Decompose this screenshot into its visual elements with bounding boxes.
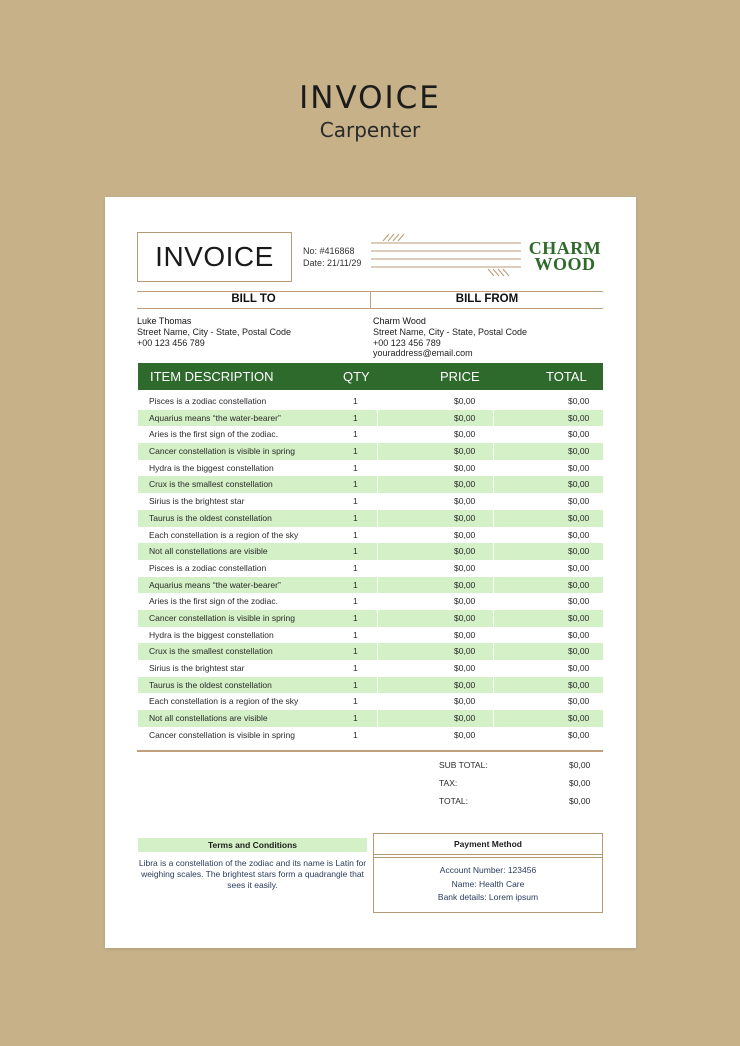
cell-price: $0,00 [454,596,476,607]
table-row [138,677,603,694]
cell-total: $0,00 [568,696,590,707]
table-row [138,527,603,544]
cell-total: $0,00 [568,512,590,523]
cell-qty: 1 [353,646,358,657]
cell-description: Crux is the smallest constellation [149,479,273,490]
header-item-description: ITEM DESCRIPTION [150,369,274,384]
total-value: $0,00 [569,796,591,806]
company-logo [525,240,605,272]
table-row [138,410,603,427]
column-separator [377,610,378,627]
table-row [138,627,603,644]
column-separator [377,476,378,493]
invoice-meta [303,245,361,269]
tax-label: TAX: [439,778,458,788]
column-separator [493,560,494,577]
table-row [138,593,603,610]
cell-description: Sirius is the brightest star [149,496,245,507]
cell-qty: 1 [353,629,358,640]
cell-qty: 1 [353,429,358,440]
column-separator [377,593,378,610]
column-separator [493,460,494,477]
cell-price: $0,00 [454,479,476,490]
cell-price: $0,00 [454,529,476,540]
cell-qty: 1 [353,479,358,490]
cell-total: $0,00 [568,679,590,690]
column-separator [377,510,378,527]
payment-heading: Payment Method [374,834,602,855]
cell-total: $0,00 [568,446,590,457]
bill-from-heading: BILL FROM [370,291,603,309]
column-separator [493,577,494,594]
header-total: TOTAL [546,369,587,384]
column-separator [377,693,378,710]
cell-price: $0,00 [454,696,476,707]
cell-total: $0,00 [568,612,590,623]
table-row [138,660,603,677]
column-separator [493,677,494,694]
table-row [138,510,603,527]
cell-price: $0,00 [454,496,476,507]
cell-qty: 1 [353,612,358,623]
column-separator [377,527,378,544]
subtotal-value: $0,00 [569,760,591,770]
cell-price: $0,00 [454,546,476,557]
column-separator [493,643,494,660]
cell-qty: 1 [353,496,358,507]
column-separator [493,727,494,744]
cell-qty: 1 [353,679,358,690]
bill-from-email: youraddress@email.com [373,348,473,359]
cell-description: Aries is the first sign of the zodiac. [149,429,278,440]
cell-price: $0,00 [454,562,476,573]
bill-from-details [373,316,527,359]
column-separator [493,610,494,627]
column-separator [493,627,494,644]
payment-method-box [373,833,603,913]
cell-description: Each constellation is a region of the sky [149,529,299,540]
cell-qty: 1 [353,729,358,740]
subtotal-label: SUB TOTAL: [439,760,488,770]
bill-from-name: Charm Wood [373,316,426,326]
total-row [439,796,592,806]
column-separator [493,693,494,710]
column-separator [377,410,378,427]
cell-qty: 1 [353,696,358,707]
column-separator [377,577,378,594]
cell-description: Aries is the first sign of the zodiac. [149,596,278,607]
cell-description: Aquarius means “the water-bearer” [149,412,281,423]
column-separator [377,443,378,460]
column-separator [493,593,494,610]
cell-total: $0,00 [568,462,590,473]
cell-price: $0,00 [454,713,476,724]
cell-price: $0,00 [454,663,476,673]
cell-description: Not all constellations are visible [149,546,268,557]
cell-description: Hydra is the biggest constellation [149,462,274,473]
bill-to-phone: +00 123 456 789 [137,337,205,348]
cell-total: $0,00 [568,429,590,440]
column-separator [493,426,494,443]
cell-qty: 1 [353,579,358,590]
terms-text: Libra is a constellation of the zodiac and its name is Latin for weighing scales. The brightest stars form a quadrangle that sees it easily. [138,858,367,890]
table-row [138,443,603,460]
cell-total: $0,00 [568,496,590,507]
column-separator [377,627,378,644]
cell-total: $0,00 [568,396,590,406]
bill-from-phone: +00 123 456 789 [373,337,441,348]
page-subtitle: Carpenter [319,118,421,142]
column-separator [493,527,494,544]
cell-qty: 1 [353,462,358,473]
bill-to-heading: BILL TO [137,291,370,309]
cell-description: Each constellation is a region of the sky [149,696,299,707]
page-title: INVOICE [299,80,441,116]
cell-total: $0,00 [568,629,590,640]
cell-qty: 1 [353,446,358,457]
logo-line-1: CHARM [528,238,602,258]
table-row [138,643,603,660]
table-row [138,493,603,510]
column-separator [377,660,378,677]
cell-description: Cancer constellation is visible in spring [149,446,295,457]
cell-price: $0,00 [454,412,476,423]
table-row [138,460,603,477]
header-price: PRICE [440,369,480,384]
cell-total: $0,00 [568,479,590,490]
cell-total: $0,00 [568,546,590,557]
cell-description: Cancer constellation is visible in spring [149,729,295,740]
cell-price: $0,00 [454,446,476,457]
cell-description: Crux is the smallest constellation [149,646,273,657]
decorative-lines [371,233,521,277]
bill-to-details [137,316,291,348]
cell-price: $0,00 [454,429,476,440]
cell-price: $0,00 [454,729,476,740]
cell-qty: 1 [353,713,358,724]
column-separator [377,460,378,477]
cell-price: $0,00 [454,646,476,657]
tax-row [439,778,592,788]
terms-heading: Terms and Conditions [138,838,367,852]
table-row [138,543,603,560]
column-separator [493,660,494,677]
column-separator [493,443,494,460]
subtotal-row [439,760,592,770]
cell-description: Not all constellations are visible [149,713,268,724]
table-row [138,577,603,594]
cell-description: Hydra is the biggest constellation [149,629,274,640]
cell-description: Pisces is a zodiac constellation [149,396,267,406]
table-row [138,476,603,493]
column-separator [377,493,378,510]
total-label: TOTAL: [439,796,468,806]
cell-total: $0,00 [568,562,590,573]
logo-line-2: WOOD [534,254,596,274]
invoice-label-box: INVOICE [137,232,292,282]
column-separator [377,643,378,660]
column-separator [377,560,378,577]
column-separator [377,710,378,727]
table-row [138,727,603,744]
invoice-date: Date: 21/11/29 [303,258,362,268]
cell-qty: 1 [353,562,358,573]
table-row [138,560,603,577]
column-separator [493,493,494,510]
invoice-document [105,197,636,948]
cell-total: $0,00 [568,729,590,740]
invoice-number: No: #416868 [303,246,355,256]
cell-description: Taurus is the oldest constellation [149,512,272,523]
cell-price: $0,00 [454,462,476,473]
payment-name: Name: Health Care [451,878,525,889]
cell-description: Cancer constellation is visible in spring [149,612,295,623]
cell-price: $0,00 [454,612,476,623]
table-header [138,363,603,390]
column-separator [493,510,494,527]
column-separator [377,393,378,410]
column-separator [377,543,378,560]
table-row [138,610,603,627]
cell-total: $0,00 [568,412,590,423]
bill-to-name: Luke Thomas [137,316,192,326]
table-row [138,426,603,443]
cell-description: Aquarius means “the water-bearer” [149,579,281,590]
bill-to-address: Street Name, City - State, Postal Code [137,326,292,337]
cell-total: $0,00 [568,713,590,724]
cell-qty: 1 [353,663,358,673]
header-qty: QTY [343,369,370,384]
cell-price: $0,00 [454,629,476,640]
column-separator [493,476,494,493]
divider [137,750,603,752]
column-separator [493,410,494,427]
column-separator [377,727,378,744]
cell-qty: 1 [353,412,358,423]
column-separator [377,677,378,694]
cell-price: $0,00 [454,579,476,590]
cell-price: $0,00 [454,679,476,690]
cell-qty: 1 [353,596,358,607]
column-separator [493,710,494,727]
cell-total: $0,00 [568,529,590,540]
payment-bank: Bank details: Lorem ipsum [437,892,539,902]
column-separator [493,543,494,560]
bill-from-address: Street Name, City - State, Postal Code [373,326,528,337]
payment-account: Account Number: 123456 [439,865,537,875]
cell-total: $0,00 [568,663,590,673]
table-row [138,393,603,410]
cell-total: $0,00 [568,646,590,657]
cell-description: Pisces is a zodiac constellation [149,562,267,573]
payment-details [374,858,602,905]
cell-qty: 1 [353,396,358,406]
cell-price: $0,00 [454,396,476,406]
table-row [138,693,603,710]
table-row [138,710,603,727]
cell-description: Taurus is the oldest constellation [149,679,272,690]
items-table-body [138,393,603,743]
cell-qty: 1 [353,512,358,523]
cell-qty: 1 [353,529,358,540]
cell-total: $0,00 [568,596,590,607]
tax-value: $0,00 [569,778,591,788]
column-separator [493,393,494,410]
cell-description: Sirius is the brightest star [149,663,245,673]
cell-total: $0,00 [568,579,590,590]
cell-price: $0,00 [454,512,476,523]
cell-qty: 1 [353,546,358,557]
column-separator [377,426,378,443]
